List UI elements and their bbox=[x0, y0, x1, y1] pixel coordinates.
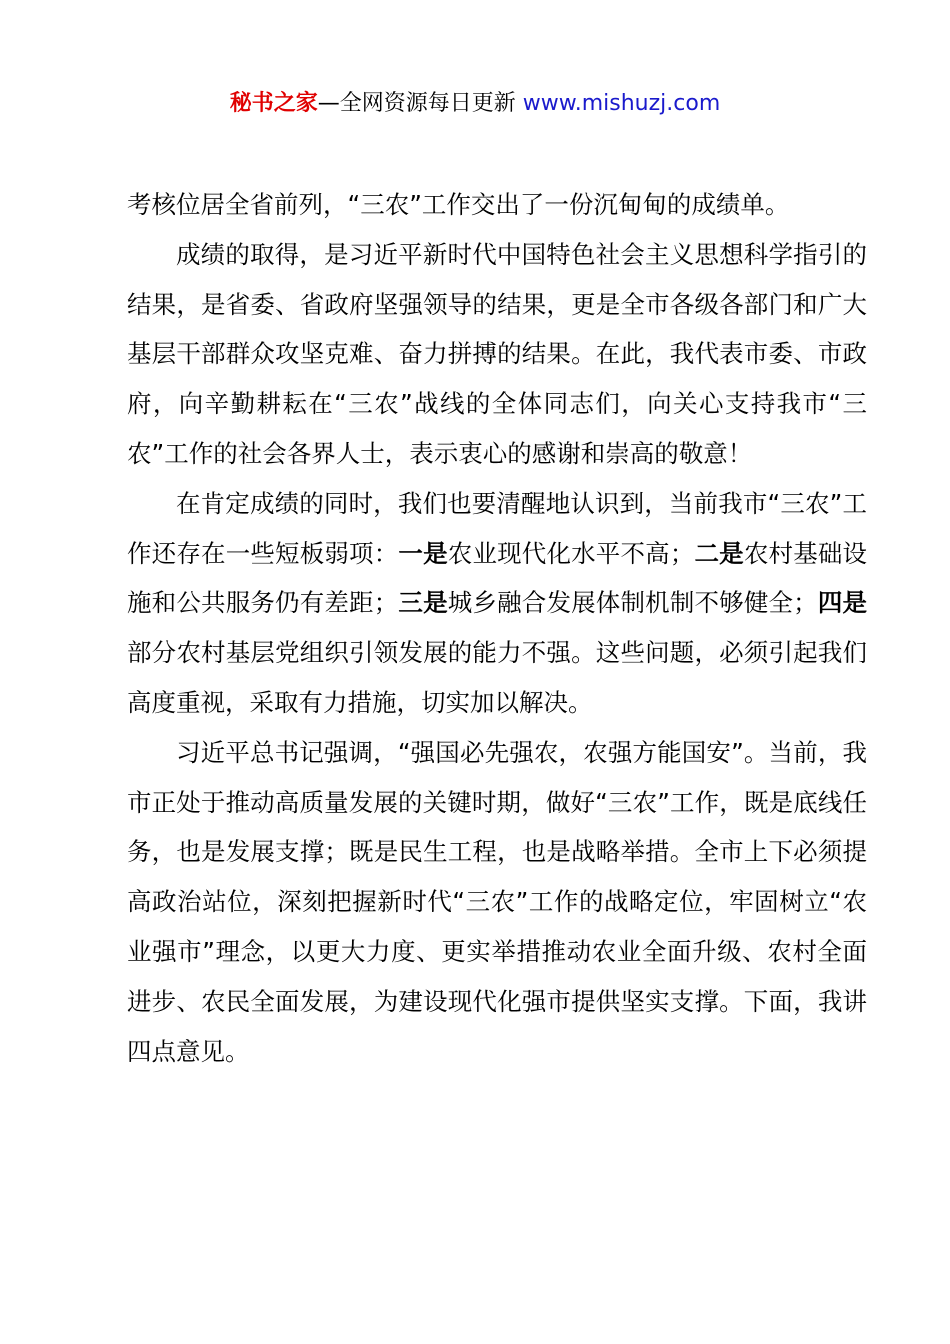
point-1-text: 农业现代化水平不高； bbox=[447, 538, 695, 568]
paragraph-3 bbox=[127, 479, 867, 728]
header-slogan: —全网资源每日更新 bbox=[317, 91, 523, 116]
paragraph-1: 考核位居全省前列，“三农”工作交出了一份沉甸甸的成绩单。 bbox=[127, 190, 790, 219]
point-2-text: 农村基础设施和公共服务仍有差距； bbox=[127, 538, 868, 618]
site-link[interactable]: www.mishuzj.com bbox=[522, 91, 721, 116]
point-4-text: 部分农村基层党组织引领发展的能力不强。这些问题，必须引起我们高度重视，采取有力措施，切实加以解决。 bbox=[127, 638, 867, 717]
paragraph-3-intro: 在肯定成绩的同时，我们也要清醒地认识到，当前我市“三农”工作还存在一些短板弱项： bbox=[127, 488, 867, 568]
document-body bbox=[127, 180, 867, 1076]
point-1-label: 一是 bbox=[398, 538, 448, 568]
point-2-label: 二是 bbox=[694, 538, 744, 568]
point-3-label: 三是 bbox=[398, 588, 448, 618]
paragraph-4: 习近平总书记强调，“强国必先强农，农强方能国安”。当前，我市正处于推动高质量发展的关键时期，做好“三农”工作，既是底线任务，也是发展支撑；既是民生工程，也是战略举措。全市上下必须提高政治站位，深刻把握新时代“三农”工作的战略定位，牢固树立“农业强市”理念，以更大力度、更实举措推动农业全面升级、农村全面进步、农民全面发展，为建设现代化强市提供坚实支撑。下面，我讲四点意见。 bbox=[127, 737, 867, 1066]
paragraph-2: 成绩的取得，是习近平新时代中国特色社会主义思想科学指引的结果，是省委、省政府坚强领导的结果，更是全市各级各部门和广大基层干部群众攻坚克难、奋力拼搏的结果。在此，我代表市委、市政府，向辛勤耕耘在“三农”战线的全体同志们，向关心支持我市“三农”工作的社会各界人士，表示衷心的感谢和崇高的敬意！ bbox=[127, 239, 867, 468]
page-header bbox=[0, 88, 950, 120]
point-3-text: 城乡融合发展体制机制不够健全； bbox=[447, 588, 818, 618]
brand-name: 秘书之家 bbox=[229, 91, 318, 116]
point-4-label: 四是 bbox=[817, 588, 868, 618]
